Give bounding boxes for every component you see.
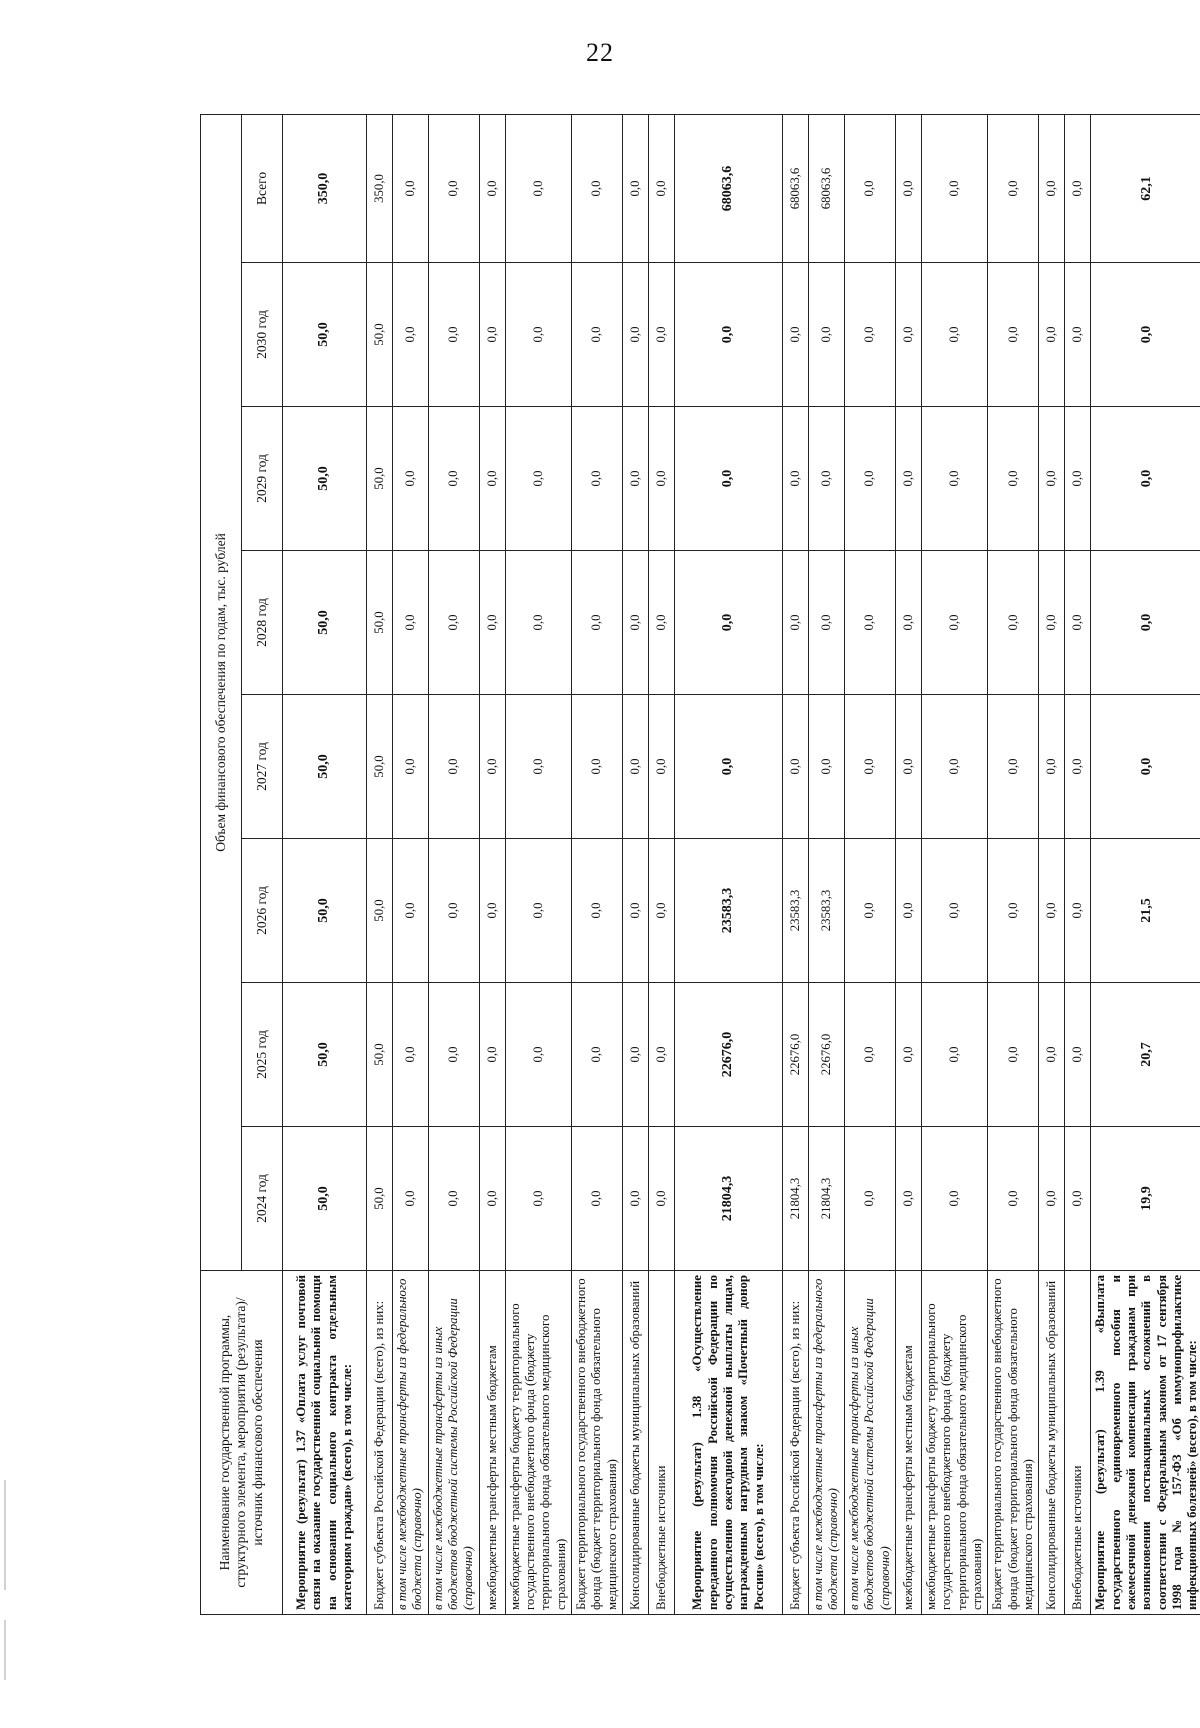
funding-source-row (1039, 114, 1065, 1614)
year-value-cell: 0,0 (895, 695, 921, 839)
year-value-cell: 21,5 (1091, 839, 1200, 983)
row-total-cell: 68063,6 (809, 114, 845, 262)
year-value-cell: 0,0 (505, 983, 571, 1127)
year-value-cell: 0,0 (809, 407, 845, 551)
year-value-cell: 0,0 (988, 983, 1039, 1127)
year-value-cell: 0,0 (988, 263, 1039, 407)
year-value-cell: 0,0 (428, 1127, 479, 1271)
year-value-cell: 0,0 (844, 551, 895, 695)
year-value-cell: 50,0 (283, 263, 367, 407)
header-total: Всего (242, 114, 283, 262)
year-value-cell: 50,0 (283, 407, 367, 551)
funding-source-row (428, 114, 479, 1614)
year-value-cell: 0,0 (921, 407, 987, 551)
year-value-cell: 0,0 (988, 1127, 1039, 1271)
year-value-cell: 0,0 (809, 695, 845, 839)
year-value-cell: 0,0 (895, 407, 921, 551)
row-label: Внебюджетные источники (649, 1271, 675, 1615)
row-label: Мероприятие (результат) 1.37 «Оплата услуг почтовой связи на оказание государственной социальной помощи на основании социального контракта отдельным категориям граждан» (всего), в том числе: (283, 1271, 367, 1615)
year-value-cell: 50,0 (367, 983, 393, 1127)
year-value-cell: 0,0 (783, 407, 809, 551)
year-value-cell: 0,0 (393, 263, 429, 407)
funding-source-row (895, 114, 921, 1614)
row-total-cell: 350,0 (283, 114, 367, 262)
funding-source-row (393, 114, 429, 1614)
year-value-cell: 0,0 (505, 839, 571, 983)
year-value-cell: 0,0 (505, 263, 571, 407)
year-value-cell: 0,0 (783, 551, 809, 695)
year-value-cell: 23583,3 (783, 839, 809, 983)
year-value-cell: 0,0 (1091, 263, 1200, 407)
year-value-cell: 0,0 (649, 983, 675, 1127)
year-value-cell: 0,0 (479, 695, 505, 839)
funding-source-row (623, 114, 649, 1614)
year-value-cell: 50,0 (283, 839, 367, 983)
activity-row (1091, 114, 1200, 1614)
year-value-cell: 0,0 (1039, 407, 1065, 551)
row-total-cell: 350,0 (367, 114, 393, 262)
row-label: Внебюджетные источники (1065, 1271, 1091, 1615)
year-value-cell: 0,0 (1065, 695, 1091, 839)
row-label: в том числе межбюджетные трансферты из федерального бюджета (справочно) (393, 1271, 429, 1615)
year-value-cell: 0,0 (505, 551, 571, 695)
year-value-cell: 0,0 (479, 839, 505, 983)
header-year: 2029 год (242, 407, 283, 551)
header-year: 2026 год (242, 839, 283, 983)
year-value-cell: 0,0 (675, 407, 783, 551)
year-value-cell: 0,0 (1065, 839, 1091, 983)
row-label: межбюджетные трансферты бюджету территориального государственного внебюджетного фонда (бюджету территориального фонда обязательного медицинского страхования) (505, 1271, 571, 1615)
year-value-cell: 22676,0 (809, 983, 845, 1127)
rotated-table-wrapper (200, 115, 1200, 1615)
year-value-cell: 0,0 (649, 551, 675, 695)
year-value-cell: 21804,3 (809, 1127, 845, 1271)
year-value-cell: 0,0 (479, 1127, 505, 1271)
year-value-cell: 0,0 (844, 1127, 895, 1271)
activity-row (283, 114, 367, 1614)
year-value-cell: 0,0 (895, 551, 921, 695)
year-value-cell: 0,0 (428, 263, 479, 407)
year-value-cell: 0,0 (844, 983, 895, 1127)
year-value-cell: 0,0 (921, 983, 987, 1127)
header-year: 2027 год (242, 695, 283, 839)
year-value-cell: 50,0 (367, 551, 393, 695)
year-value-cell: 0,0 (649, 407, 675, 551)
header-name-column: Наименование государственной программы, структурного элемента, мероприятия (результата)/источник финансового обеспечения (201, 1271, 283, 1615)
header-period-group: Объем финансового обеспечения по годам, тыс. рублей (201, 114, 242, 1270)
year-value-cell: 0,0 (988, 695, 1039, 839)
year-value-cell: 0,0 (1039, 839, 1065, 983)
year-value-cell: 0,0 (623, 551, 649, 695)
year-value-cell: 50,0 (367, 263, 393, 407)
row-total-cell: 0,0 (921, 114, 987, 262)
year-value-cell: 0,0 (572, 839, 623, 983)
year-value-cell: 0,0 (921, 551, 987, 695)
year-value-cell: 0,0 (895, 839, 921, 983)
row-total-cell: 62,1 (1091, 114, 1200, 262)
year-value-cell: 0,0 (428, 407, 479, 551)
funding-source-row (921, 114, 987, 1614)
year-value-cell: 0,0 (1039, 1127, 1065, 1271)
year-value-cell: 0,0 (1065, 983, 1091, 1127)
funding-source-row (1065, 114, 1091, 1614)
row-total-cell: 0,0 (1065, 114, 1091, 262)
funding-source-row (367, 114, 393, 1614)
row-label: Мероприятие (результат) 1.38 «Осуществление переданного полномочия Российской Федерации по осуществлению ежегодной денежной выплаты лицам, награжденным нагрудным знаком «Почетный донор России» (всего), в том числе: (675, 1271, 783, 1615)
funding-source-row (988, 114, 1039, 1614)
header-year: 2025 год (242, 983, 283, 1127)
year-value-cell: 50,0 (283, 1127, 367, 1271)
year-value-cell: 22676,0 (783, 983, 809, 1127)
row-label: межбюджетные трансферты бюджету территориального государственного внебюджетного фонда (бюджету территориального фонда обязательного медицинского страхования) (921, 1271, 987, 1615)
year-value-cell: 0,0 (623, 983, 649, 1127)
year-value-cell: 0,0 (783, 695, 809, 839)
row-total-cell: 68063,6 (783, 114, 809, 262)
year-value-cell: 0,0 (895, 983, 921, 1127)
year-value-cell: 0,0 (675, 263, 783, 407)
year-value-cell: 0,0 (1039, 983, 1065, 1127)
funding-source-row (649, 114, 675, 1614)
year-value-cell: 0,0 (479, 263, 505, 407)
year-value-cell: 0,0 (844, 695, 895, 839)
row-label: в том числе межбюджетные трансферты из иных бюджетов бюджетной системы Российской Федерации (справочно) (428, 1271, 479, 1615)
year-value-cell: 0,0 (623, 407, 649, 551)
year-value-cell: 0,0 (1039, 263, 1065, 407)
year-value-cell: 0,0 (649, 1127, 675, 1271)
year-value-cell: 0,0 (393, 695, 429, 839)
row-label: Мероприятие (результат) 1.39 «Выплата государственного единовременного пособия и ежемесячной денежной компенсации гражданам при возникновении поствакцинальных осложнений в соответствии с Федеральным законом от 17 сентября 1998 года № 157-ФЗ «Об иммунопрофилактике инфекционных болезней» (всего), в том числе: (1091, 1271, 1200, 1615)
year-value-cell: 0,0 (1065, 407, 1091, 551)
activity-row (675, 114, 783, 1614)
year-value-cell: 0,0 (895, 263, 921, 407)
year-value-cell: 21804,3 (783, 1127, 809, 1271)
row-label: Консолидированные бюджеты муниципальных образований (623, 1271, 649, 1615)
row-total-cell: 0,0 (1039, 114, 1065, 262)
year-value-cell: 0,0 (988, 407, 1039, 551)
year-value-cell: 50,0 (367, 839, 393, 983)
header-year: 2028 год (242, 551, 283, 695)
year-value-cell: 0,0 (505, 1127, 571, 1271)
year-value-cell: 0,0 (428, 695, 479, 839)
year-value-cell: 19,9 (1091, 1127, 1200, 1271)
row-label: Бюджет субъекта Российской Федерации (всего), из них: (783, 1271, 809, 1615)
year-value-cell: 0,0 (505, 407, 571, 551)
year-value-cell: 0,0 (393, 839, 429, 983)
year-value-cell: 0,0 (393, 407, 429, 551)
scan-edge-mark (4, 1480, 6, 1590)
year-value-cell: 0,0 (572, 551, 623, 695)
row-label: Бюджет территориального государственного внебюджетного фонда (бюджет территориального фонда обязательного медицинского страхования) (988, 1271, 1039, 1615)
year-value-cell: 0,0 (1065, 263, 1091, 407)
row-label: Бюджет территориального государственного внебюджетного фонда (бюджет территориального фонда обязательного медицинского страхования) (572, 1271, 623, 1615)
row-total-cell: 68063,6 (675, 114, 783, 262)
year-value-cell: 50,0 (367, 407, 393, 551)
year-value-cell: 0,0 (479, 551, 505, 695)
year-value-cell: 0,0 (572, 407, 623, 551)
year-value-cell: 0,0 (921, 695, 987, 839)
year-value-cell: 20,7 (1091, 983, 1200, 1127)
row-total-cell: 0,0 (623, 114, 649, 262)
funding-source-row (505, 114, 571, 1614)
year-value-cell: 50,0 (283, 695, 367, 839)
row-total-cell: 0,0 (572, 114, 623, 262)
row-total-cell: 0,0 (844, 114, 895, 262)
year-value-cell: 0,0 (809, 551, 845, 695)
financing-table (200, 114, 1200, 1615)
year-value-cell: 0,0 (479, 407, 505, 551)
year-value-cell: 0,0 (1065, 551, 1091, 695)
funding-source-row (809, 114, 845, 1614)
year-value-cell: 0,0 (623, 1127, 649, 1271)
year-value-cell: 50,0 (367, 1127, 393, 1271)
row-total-cell: 0,0 (393, 114, 429, 262)
scan-edge-mark (4, 1620, 6, 1680)
year-value-cell: 50,0 (367, 695, 393, 839)
year-value-cell: 22676,0 (675, 983, 783, 1127)
year-value-cell: 0,0 (844, 839, 895, 983)
year-value-cell: 0,0 (572, 695, 623, 839)
funding-source-row (479, 114, 505, 1614)
row-label: межбюджетные трансферты местным бюджетам (895, 1271, 921, 1615)
year-value-cell: 0,0 (1039, 695, 1065, 839)
page-number: 22 (586, 38, 614, 67)
row-total-cell: 0,0 (428, 114, 479, 262)
year-value-cell: 0,0 (844, 263, 895, 407)
row-label: в том числе межбюджетные трансферты из федерального бюджета (справочно) (809, 1271, 845, 1615)
year-value-cell: 0,0 (623, 263, 649, 407)
year-value-cell: 0,0 (988, 551, 1039, 695)
year-value-cell: 0,0 (809, 263, 845, 407)
year-value-cell: 0,0 (393, 1127, 429, 1271)
year-value-cell: 0,0 (649, 695, 675, 839)
row-label: межбюджетные трансферты местным бюджетам (479, 1271, 505, 1615)
year-value-cell: 0,0 (1091, 695, 1200, 839)
year-value-cell: 0,0 (1091, 407, 1200, 551)
funding-source-row (844, 114, 895, 1614)
year-value-cell: 23583,3 (809, 839, 845, 983)
year-value-cell: 0,0 (505, 695, 571, 839)
year-value-cell: 0,0 (921, 263, 987, 407)
year-value-cell: 0,0 (783, 263, 809, 407)
year-value-cell: 0,0 (572, 1127, 623, 1271)
year-value-cell: 0,0 (1065, 1127, 1091, 1271)
year-value-cell: 0,0 (393, 983, 429, 1127)
year-value-cell: 0,0 (572, 983, 623, 1127)
year-value-cell: 0,0 (428, 983, 479, 1127)
row-total-cell: 0,0 (649, 114, 675, 262)
year-value-cell: 0,0 (895, 1127, 921, 1271)
year-value-cell: 0,0 (479, 983, 505, 1127)
year-value-cell: 21804,3 (675, 1127, 783, 1271)
year-value-cell: 0,0 (844, 407, 895, 551)
year-value-cell: 0,0 (988, 839, 1039, 983)
table-body (283, 114, 1200, 1614)
year-value-cell: 23583,3 (675, 839, 783, 983)
row-total-cell: 0,0 (479, 114, 505, 262)
funding-source-row (572, 114, 623, 1614)
row-label: Бюджет субъекта Российской Федерации (всего), из них: (367, 1271, 393, 1615)
row-label: в том числе межбюджетные трансферты из иных бюджетов бюджетной системы Российской Федерации (справочно) (844, 1271, 895, 1615)
row-label: Консолидированные бюджеты муниципальных образований (1039, 1271, 1065, 1615)
year-value-cell: 0,0 (428, 551, 479, 695)
year-value-cell: 0,0 (675, 695, 783, 839)
year-value-cell: 0,0 (921, 839, 987, 983)
header-year: 2030 год (242, 263, 283, 407)
year-value-cell: 0,0 (428, 839, 479, 983)
year-value-cell: 0,0 (393, 551, 429, 695)
row-total-cell: 0,0 (988, 114, 1039, 262)
row-total-cell: 0,0 (895, 114, 921, 262)
year-value-cell: 0,0 (675, 551, 783, 695)
year-value-cell: 0,0 (649, 839, 675, 983)
header-year: 2024 год (242, 1127, 283, 1271)
year-value-cell: 0,0 (649, 263, 675, 407)
year-value-cell: 0,0 (1039, 551, 1065, 695)
year-value-cell: 0,0 (623, 839, 649, 983)
funding-source-row (783, 114, 809, 1614)
year-value-cell: 50,0 (283, 551, 367, 695)
row-total-cell: 0,0 (505, 114, 571, 262)
year-value-cell: 50,0 (283, 983, 367, 1127)
year-value-cell: 0,0 (1091, 551, 1200, 695)
year-value-cell: 0,0 (572, 263, 623, 407)
year-value-cell: 0,0 (623, 695, 649, 839)
year-value-cell: 0,0 (921, 1127, 987, 1271)
